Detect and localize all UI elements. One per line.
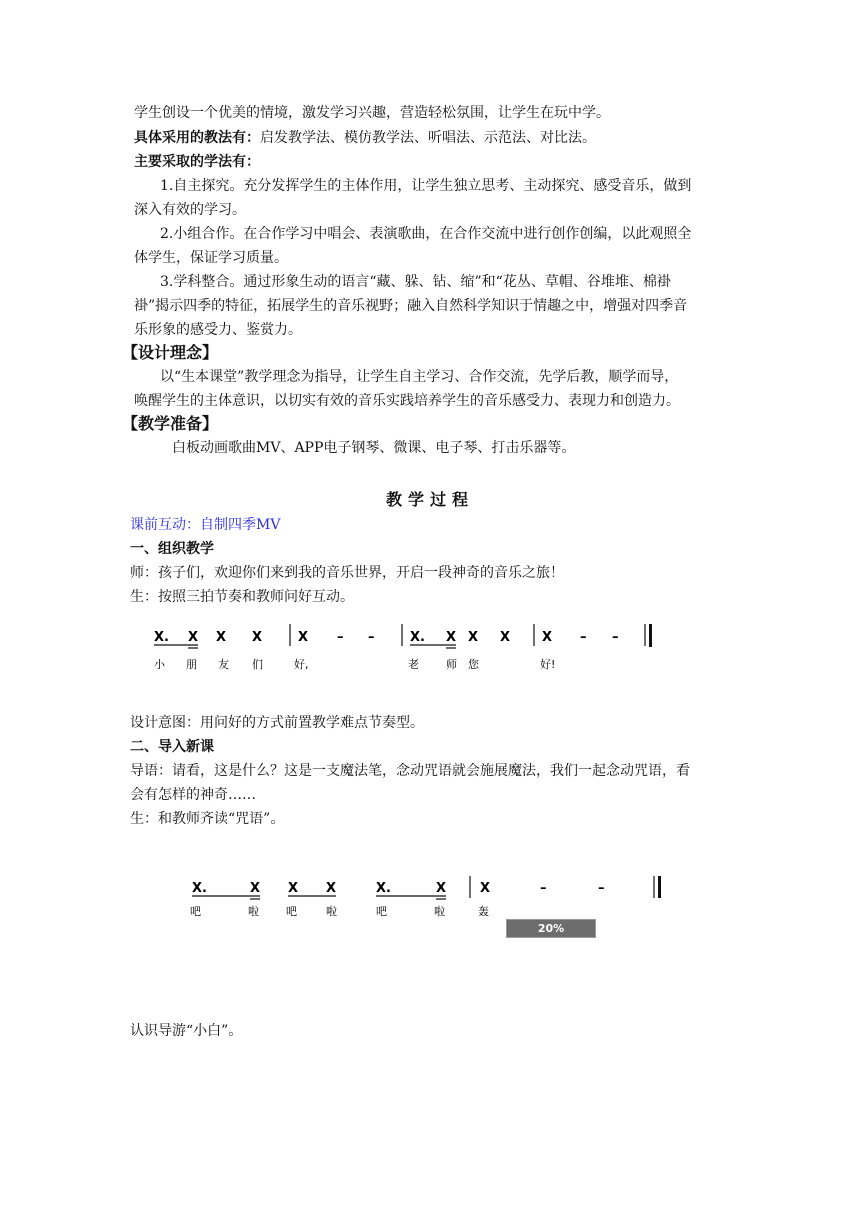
item3-line: 乐形象的感受力、鉴赏力。 xyxy=(134,322,302,338)
design-line: 唤醒学生的主体意识，以切实有效的音乐实践培养学生的音乐感受力、表现力和创造力。 xyxy=(134,393,680,409)
teach-methods xyxy=(134,128,596,148)
learn-methods-label: 主要采取的学法有： xyxy=(134,154,260,170)
item1-line: 1.自主探究。充分发挥学生的主体作用，让学生独立思考、主动探究、感受音乐，做到 xyxy=(160,178,692,194)
design-intent: 设计意图：用问好的方式前置教学难点节奏型。 xyxy=(130,715,424,731)
note: X xyxy=(500,630,511,645)
lyric: 好, xyxy=(294,658,309,671)
lyric: 师 xyxy=(446,658,457,671)
note: – xyxy=(540,881,547,896)
design-line: 以“生本课堂”教学理念为指导，让学生自主学习、合作交流，先学后教，顺学而导， xyxy=(160,369,679,385)
note: X. xyxy=(376,881,391,896)
lyric: 小 xyxy=(154,658,165,671)
prep-line: 白板动画歌曲MV、APP电子钢琴、微课、电子琴、打击乐器等。 xyxy=(172,440,576,456)
lyric: 啦 xyxy=(434,905,445,918)
teach-methods-text: 启发教学法、模仿教学法、听唱法、示范法、对比法。 xyxy=(260,130,596,146)
lyric: 好! xyxy=(540,658,556,671)
note: X xyxy=(468,630,479,645)
item3-line: 褂”揭示四季的特征，拓展学生的音乐视野；融入自然科学知识于情趣之中，增强对四季音 xyxy=(134,298,688,314)
note: – xyxy=(368,630,375,645)
lyric: 吧 xyxy=(376,905,387,918)
lead-line: 会有怎样的神奇…… xyxy=(130,787,256,803)
note: X xyxy=(542,630,553,645)
student-line: 生：和教师齐读“咒语”。 xyxy=(130,811,285,827)
lead-line: 导语：请看，这是什么？这是一支魔法笔，念动咒语就会施展魔法，我们一起念动咒语，看 xyxy=(130,763,690,779)
teacher-line: 师：孩子们，欢迎你们来到我的音乐世界，开启一段神奇的音乐之旅！ xyxy=(130,565,564,581)
rhythm-score-1 xyxy=(140,622,680,678)
end-bar-line xyxy=(658,876,661,898)
note: – xyxy=(580,630,587,645)
note: X xyxy=(298,630,309,645)
guide-line: 认识导游“小白”。 xyxy=(130,1023,243,1039)
lyric: 啦 xyxy=(326,905,337,918)
item2-line: 2.小组合作。在合作学习中唱会、表演歌曲，在合作交流中进行创作创编，以此观照全 xyxy=(160,226,692,242)
lyric: 您 xyxy=(468,658,479,671)
progress-bar xyxy=(506,919,596,938)
section1-heading: 一、组织教学 xyxy=(130,541,214,557)
note: X xyxy=(480,881,491,896)
note: – xyxy=(612,630,619,645)
student-line: 生：按照三拍节奏和教师问好互动。 xyxy=(130,589,354,605)
end-bar-line xyxy=(649,624,652,647)
design-heading: 【设计理念】 xyxy=(122,343,219,362)
progress-label: 20% xyxy=(537,922,565,935)
lyric: 友 xyxy=(218,658,229,671)
lyric: 老 xyxy=(408,658,419,671)
process-title: 教学过程 xyxy=(385,490,474,509)
lyric: 吧 xyxy=(190,905,201,918)
lyric: 啦 xyxy=(248,905,259,918)
note: X. xyxy=(410,630,425,645)
note: X. xyxy=(154,630,169,645)
note: – xyxy=(337,630,344,645)
rhythm-score-2 xyxy=(180,874,680,924)
note: X xyxy=(188,630,199,645)
note: – xyxy=(598,881,605,896)
note: X xyxy=(216,630,227,645)
pre-class-link: 课前互动：自制四季MV xyxy=(130,517,281,533)
intro-line: 学生创设一个优美的情境，激发学习兴趣，营造轻松氛围，让学生在玩中学。 xyxy=(134,105,610,121)
prep-heading: 【教学准备】 xyxy=(122,414,219,433)
lyric: 们 xyxy=(252,658,263,671)
lyric: 轰 xyxy=(478,905,489,918)
note: X xyxy=(288,881,299,896)
note: X xyxy=(252,630,263,645)
note: X xyxy=(326,881,337,896)
item3-line: 3.学科整合。通过形象生动的语言“藏、躲、钻、缩”和“花丛、草帽、谷堆堆、棉褂 xyxy=(160,274,671,290)
note: X. xyxy=(192,881,207,896)
note: X xyxy=(436,881,447,896)
lyric: 朋 xyxy=(186,658,197,671)
item1-line: 深入有效的学习。 xyxy=(134,202,246,218)
note: X xyxy=(446,630,457,645)
lyric: 吧 xyxy=(286,905,297,918)
note: X xyxy=(250,881,261,896)
teach-methods-label: 具体采用的教法有： xyxy=(134,130,260,146)
section2-heading: 二、导入新课 xyxy=(130,739,214,755)
item2-line: 体学生，保证学习质量。 xyxy=(134,250,288,266)
